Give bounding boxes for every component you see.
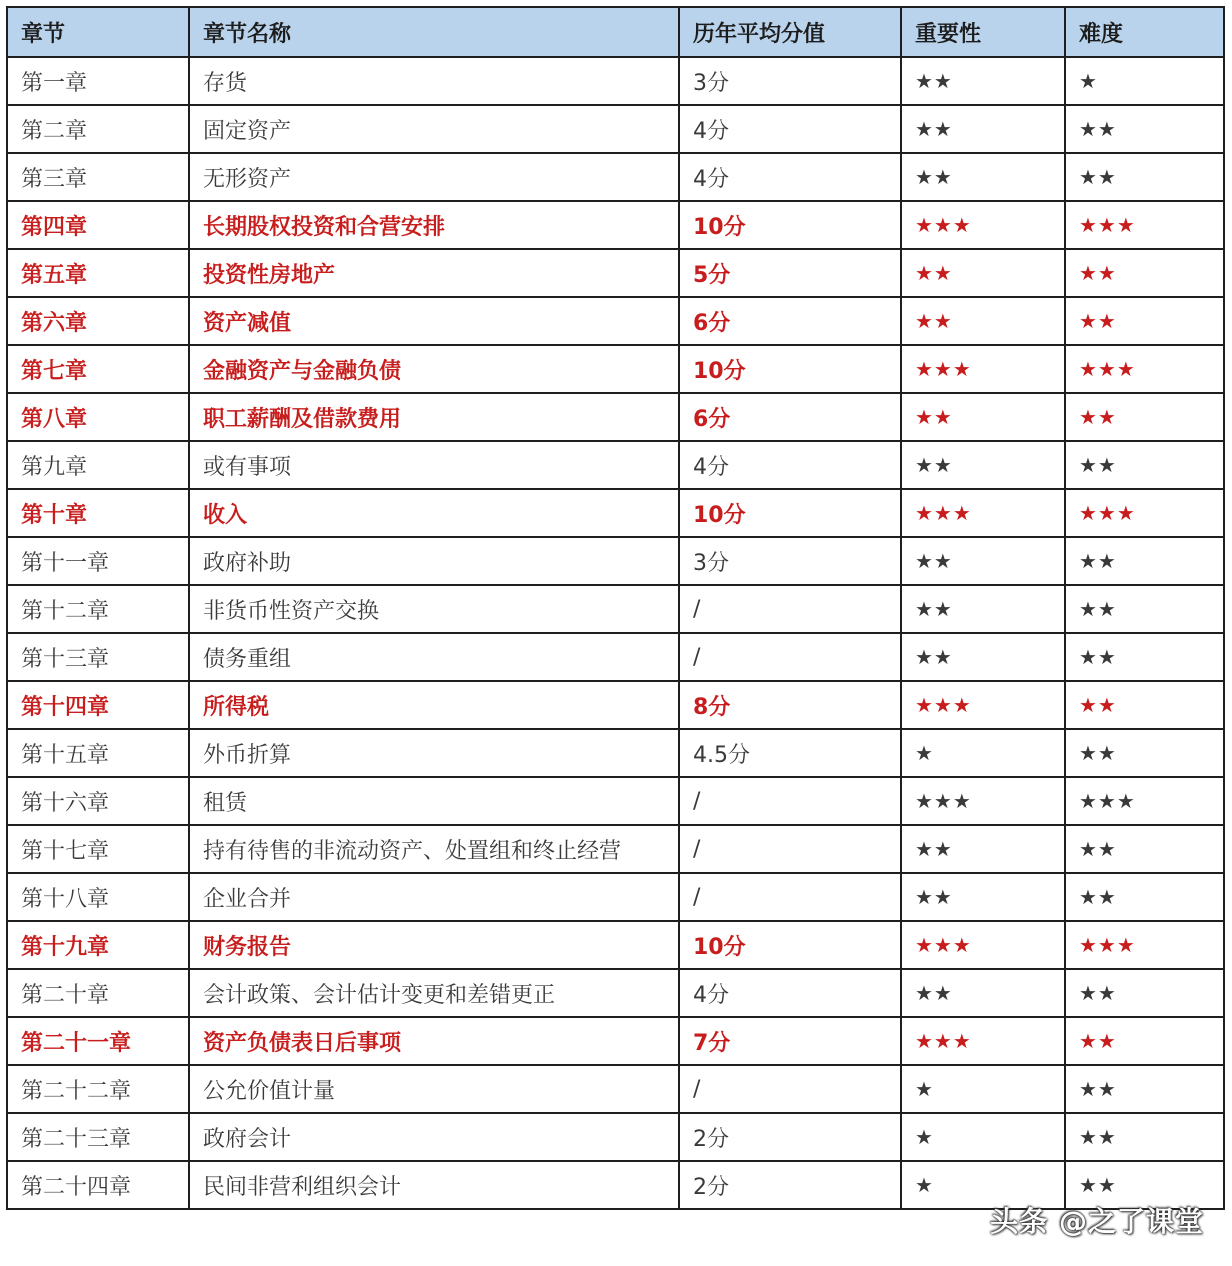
average-score-cell: 2分 <box>679 1161 901 1209</box>
chapter-name-cell: 收入 <box>189 489 679 537</box>
table-row <box>7 345 1224 393</box>
chapter-cell: 第九章 <box>7 441 189 489</box>
table-row <box>7 153 1224 201</box>
importance-stars-cell: ★★ <box>901 297 1065 345</box>
chapter-cell: 第十章 <box>7 489 189 537</box>
difficulty-stars-cell: ★ <box>1065 57 1224 105</box>
average-score-cell: / <box>679 633 901 681</box>
average-score-cell: 10分 <box>679 345 901 393</box>
chapter-cell: 第五章 <box>7 249 189 297</box>
average-score-cell: / <box>679 873 901 921</box>
table-row <box>7 825 1224 873</box>
table-row <box>7 105 1224 153</box>
difficulty-stars-cell: ★★ <box>1065 1065 1224 1113</box>
header-average-score: 历年平均分值 <box>679 7 901 57</box>
chapter-cell: 第四章 <box>7 201 189 249</box>
table-row <box>7 1017 1224 1065</box>
chapter-name-cell: 金融资产与金融负债 <box>189 345 679 393</box>
chapter-cell: 第二十一章 <box>7 1017 189 1065</box>
average-score-cell: 4分 <box>679 969 901 1017</box>
chapter-name-cell: 财务报告 <box>189 921 679 969</box>
importance-stars-cell: ★★ <box>901 969 1065 1017</box>
chapter-name-cell: 资产负债表日后事项 <box>189 1017 679 1065</box>
chapter-cell: 第三章 <box>7 153 189 201</box>
average-score-cell: 3分 <box>679 57 901 105</box>
chapter-name-cell: 无形资产 <box>189 153 679 201</box>
importance-stars-cell: ★★★ <box>901 345 1065 393</box>
chapter-cell: 第十八章 <box>7 873 189 921</box>
chapter-cell: 第二十二章 <box>7 1065 189 1113</box>
difficulty-stars-cell: ★★ <box>1065 729 1224 777</box>
average-score-cell: / <box>679 825 901 873</box>
header-chapter-name: 章节名称 <box>189 7 679 57</box>
chapter-name-cell: 职工薪酬及借款费用 <box>189 393 679 441</box>
table-row <box>7 537 1224 585</box>
difficulty-stars-cell: ★★★ <box>1065 201 1224 249</box>
chapter-cell: 第八章 <box>7 393 189 441</box>
average-score-cell: 4分 <box>679 441 901 489</box>
difficulty-stars-cell: ★★ <box>1065 633 1224 681</box>
chapter-name-cell: 租赁 <box>189 777 679 825</box>
importance-stars-cell: ★★ <box>901 249 1065 297</box>
header-difficulty: 难度 <box>1065 7 1224 57</box>
chapter-name-cell: 政府补助 <box>189 537 679 585</box>
chapter-score-table-wrapper <box>6 6 1225 1210</box>
chapter-cell: 第一章 <box>7 57 189 105</box>
importance-stars-cell: ★★ <box>901 825 1065 873</box>
chapter-name-cell: 长期股权投资和合营安排 <box>189 201 679 249</box>
table-row <box>7 201 1224 249</box>
table-body <box>7 57 1224 1209</box>
average-score-cell: / <box>679 1065 901 1113</box>
difficulty-stars-cell: ★★ <box>1065 393 1224 441</box>
importance-stars-cell: ★ <box>901 1065 1065 1113</box>
chapter-cell: 第十三章 <box>7 633 189 681</box>
average-score-cell: 10分 <box>679 489 901 537</box>
chapter-name-cell: 投资性房地产 <box>189 249 679 297</box>
chapter-name-cell: 非货币性资产交换 <box>189 585 679 633</box>
chapter-name-cell: 或有事项 <box>189 441 679 489</box>
importance-stars-cell: ★ <box>901 729 1065 777</box>
importance-stars-cell: ★★ <box>901 537 1065 585</box>
average-score-cell: / <box>679 777 901 825</box>
importance-stars-cell: ★★★ <box>901 489 1065 537</box>
importance-stars-cell: ★★ <box>901 585 1065 633</box>
table-row <box>7 633 1224 681</box>
table-row <box>7 297 1224 345</box>
importance-stars-cell: ★ <box>901 1161 1065 1209</box>
table-row <box>7 777 1224 825</box>
table-row <box>7 249 1224 297</box>
importance-stars-cell: ★★★ <box>901 681 1065 729</box>
table-row <box>7 585 1224 633</box>
table-row <box>7 57 1224 105</box>
average-score-cell: 4分 <box>679 153 901 201</box>
difficulty-stars-cell: ★★ <box>1065 105 1224 153</box>
difficulty-stars-cell: ★★ <box>1065 1161 1224 1209</box>
chapter-name-cell: 外币折算 <box>189 729 679 777</box>
average-score-cell: 7分 <box>679 1017 901 1065</box>
importance-stars-cell: ★★★ <box>901 1017 1065 1065</box>
average-score-cell: 8分 <box>679 681 901 729</box>
chapter-name-cell: 企业合并 <box>189 873 679 921</box>
chapter-cell: 第十一章 <box>7 537 189 585</box>
average-score-cell: 6分 <box>679 393 901 441</box>
table-row <box>7 393 1224 441</box>
chapter-cell: 第十五章 <box>7 729 189 777</box>
difficulty-stars-cell: ★★ <box>1065 537 1224 585</box>
chapter-name-cell: 公允价值计量 <box>189 1065 679 1113</box>
watermark: 头条 @之了课堂 <box>990 1205 1204 1238</box>
chapter-cell: 第二章 <box>7 105 189 153</box>
difficulty-stars-cell: ★★★ <box>1065 777 1224 825</box>
average-score-cell: 10分 <box>679 201 901 249</box>
importance-stars-cell: ★★ <box>901 57 1065 105</box>
average-score-cell: 6分 <box>679 297 901 345</box>
table-row <box>7 873 1224 921</box>
average-score-cell: 2分 <box>679 1113 901 1161</box>
importance-stars-cell: ★★ <box>901 633 1065 681</box>
difficulty-stars-cell: ★★ <box>1065 153 1224 201</box>
importance-stars-cell: ★★ <box>901 441 1065 489</box>
chapter-name-cell: 会计政策、会计估计变更和差错更正 <box>189 969 679 1017</box>
importance-stars-cell: ★★★ <box>901 201 1065 249</box>
importance-stars-cell: ★★★ <box>901 777 1065 825</box>
table-row <box>7 729 1224 777</box>
difficulty-stars-cell: ★★★ <box>1065 345 1224 393</box>
difficulty-stars-cell: ★★★ <box>1065 921 1224 969</box>
importance-stars-cell: ★★ <box>901 153 1065 201</box>
chapter-cell: 第二十三章 <box>7 1113 189 1161</box>
chapter-name-cell: 固定资产 <box>189 105 679 153</box>
difficulty-stars-cell: ★★ <box>1065 873 1224 921</box>
chapter-name-cell: 存货 <box>189 57 679 105</box>
difficulty-stars-cell: ★★ <box>1065 249 1224 297</box>
difficulty-stars-cell: ★★ <box>1065 297 1224 345</box>
difficulty-stars-cell: ★★ <box>1065 441 1224 489</box>
table-row <box>7 489 1224 537</box>
difficulty-stars-cell: ★★ <box>1065 1113 1224 1161</box>
chapter-cell: 第二十章 <box>7 969 189 1017</box>
table-row <box>7 1113 1224 1161</box>
chapter-name-cell: 政府会计 <box>189 1113 679 1161</box>
chapter-cell: 第十六章 <box>7 777 189 825</box>
table-row <box>7 921 1224 969</box>
average-score-cell: 4分 <box>679 105 901 153</box>
difficulty-stars-cell: ★★★ <box>1065 489 1224 537</box>
importance-stars-cell: ★★★ <box>901 921 1065 969</box>
difficulty-stars-cell: ★★ <box>1065 681 1224 729</box>
difficulty-stars-cell: ★★ <box>1065 969 1224 1017</box>
table-row <box>7 681 1224 729</box>
table-row <box>7 441 1224 489</box>
importance-stars-cell: ★★ <box>901 105 1065 153</box>
header-chapter: 章节 <box>7 7 189 57</box>
chapter-cell: 第十九章 <box>7 921 189 969</box>
header-importance: 重要性 <box>901 7 1065 57</box>
average-score-cell: 10分 <box>679 921 901 969</box>
importance-stars-cell: ★★ <box>901 393 1065 441</box>
chapter-cell: 第二十四章 <box>7 1161 189 1209</box>
chapter-cell: 第十七章 <box>7 825 189 873</box>
importance-stars-cell: ★ <box>901 1113 1065 1161</box>
chapter-name-cell: 债务重组 <box>189 633 679 681</box>
chapter-cell: 第十四章 <box>7 681 189 729</box>
table-row <box>7 969 1224 1017</box>
difficulty-stars-cell: ★★ <box>1065 825 1224 873</box>
average-score-cell: 5分 <box>679 249 901 297</box>
difficulty-stars-cell: ★★ <box>1065 1017 1224 1065</box>
average-score-cell: / <box>679 585 901 633</box>
table-row <box>7 1065 1224 1113</box>
average-score-cell: 4.5分 <box>679 729 901 777</box>
chapter-cell: 第六章 <box>7 297 189 345</box>
importance-stars-cell: ★★ <box>901 873 1065 921</box>
chapter-name-cell: 民间非营利组织会计 <box>189 1161 679 1209</box>
average-score-cell: 3分 <box>679 537 901 585</box>
difficulty-stars-cell: ★★ <box>1065 585 1224 633</box>
chapter-name-cell: 所得税 <box>189 681 679 729</box>
table-header-row <box>7 7 1224 57</box>
chapter-cell: 第十二章 <box>7 585 189 633</box>
chapter-cell: 第七章 <box>7 345 189 393</box>
chapter-score-table <box>6 6 1225 1210</box>
chapter-name-cell: 资产减值 <box>189 297 679 345</box>
chapter-name-cell: 持有待售的非流动资产、处置组和终止经营 <box>189 825 679 873</box>
